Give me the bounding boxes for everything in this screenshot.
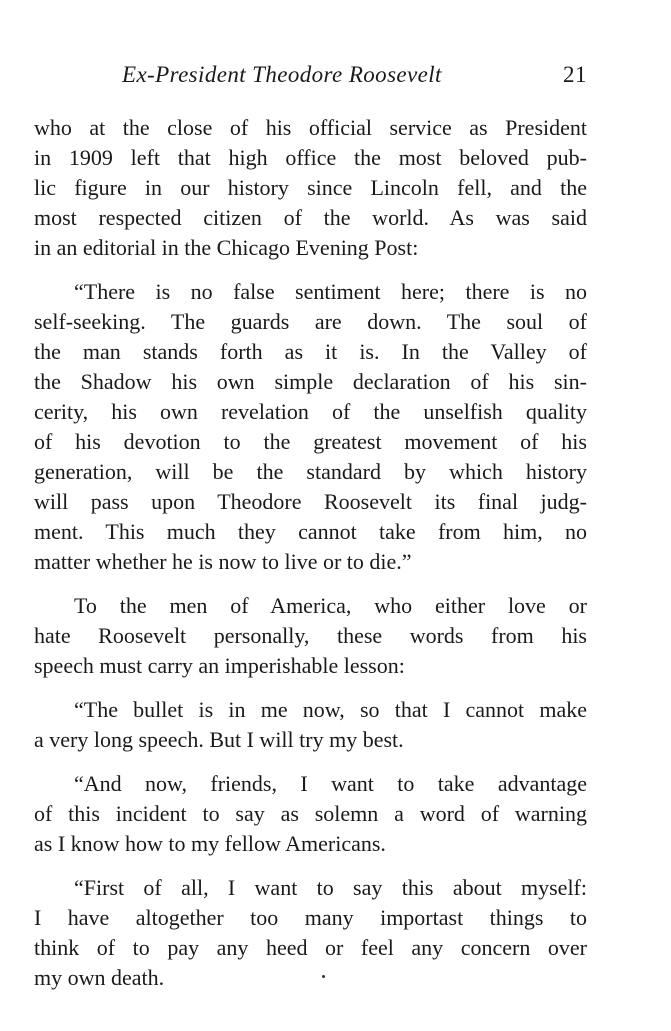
printer-mark-dot (322, 975, 325, 978)
text-line: of his devotion to the greatest movement of his (34, 429, 587, 454)
text-line: most respected citizen of the world. As was said (34, 205, 587, 230)
text-line: as I know how to my fellow Americans. (34, 831, 386, 856)
text-line: hate Roosevelt personally, these words from his (34, 623, 587, 648)
text-line: of this incident to say as solemn a word of warning (34, 801, 587, 826)
paragraph (34, 873, 587, 993)
text-line: my own death. (34, 965, 165, 990)
text-line: in an editorial in the Chicago Evening Post: (34, 235, 419, 260)
paragraph (34, 695, 587, 755)
paragraph (34, 113, 587, 263)
text-line: generation, will be the standard by which history (34, 459, 587, 484)
text-line: “The bullet is in me now, so that I cannot make (74, 697, 587, 722)
text-line: cerity, his own revelation of the unselfish quality (34, 399, 587, 424)
text-line: “And now, friends, I want to take advantage (74, 771, 587, 796)
text-line: who at the close of his official service as President (34, 115, 587, 140)
paragraph (34, 769, 587, 859)
text-line: To the men of America, who either love or (74, 593, 587, 618)
text-line: the Shadow his own simple declaration of his sin- (34, 369, 587, 394)
text-line: a very long speech. But I will try my best. (34, 727, 404, 752)
text-line: lic figure in our history since Lincoln fell, and the (34, 175, 587, 200)
running-title: Ex-President Theodore Roosevelt (122, 62, 442, 87)
text-line: matter whether he is now to live or to die.” (34, 549, 412, 574)
text-line: the man stands forth as it is. In the Valley of (34, 339, 587, 364)
body-text (34, 113, 587, 1007)
text-line: I have altogether too many importast things to (34, 905, 587, 930)
text-line: “First of all, I want to say this about myself: (74, 875, 587, 900)
page-number: 21 (563, 62, 587, 87)
text-line: will pass upon Theodore Roosevelt its final judg- (34, 489, 587, 514)
paragraph (34, 277, 587, 577)
text-line: speech must carry an imperishable lesson: (34, 653, 405, 678)
text-line: think of to pay any heed or feel any concern over (34, 935, 587, 960)
paragraph (34, 591, 587, 681)
text-line: ment. This much they cannot take from him, no (34, 519, 587, 544)
text-line: in 1909 left that high office the most beloved pub- (34, 145, 587, 170)
text-line: self-seeking. The guards are down. The soul of (34, 309, 587, 334)
running-head (34, 62, 587, 94)
text-line: “There is no false sentiment here; there is no (74, 279, 587, 304)
